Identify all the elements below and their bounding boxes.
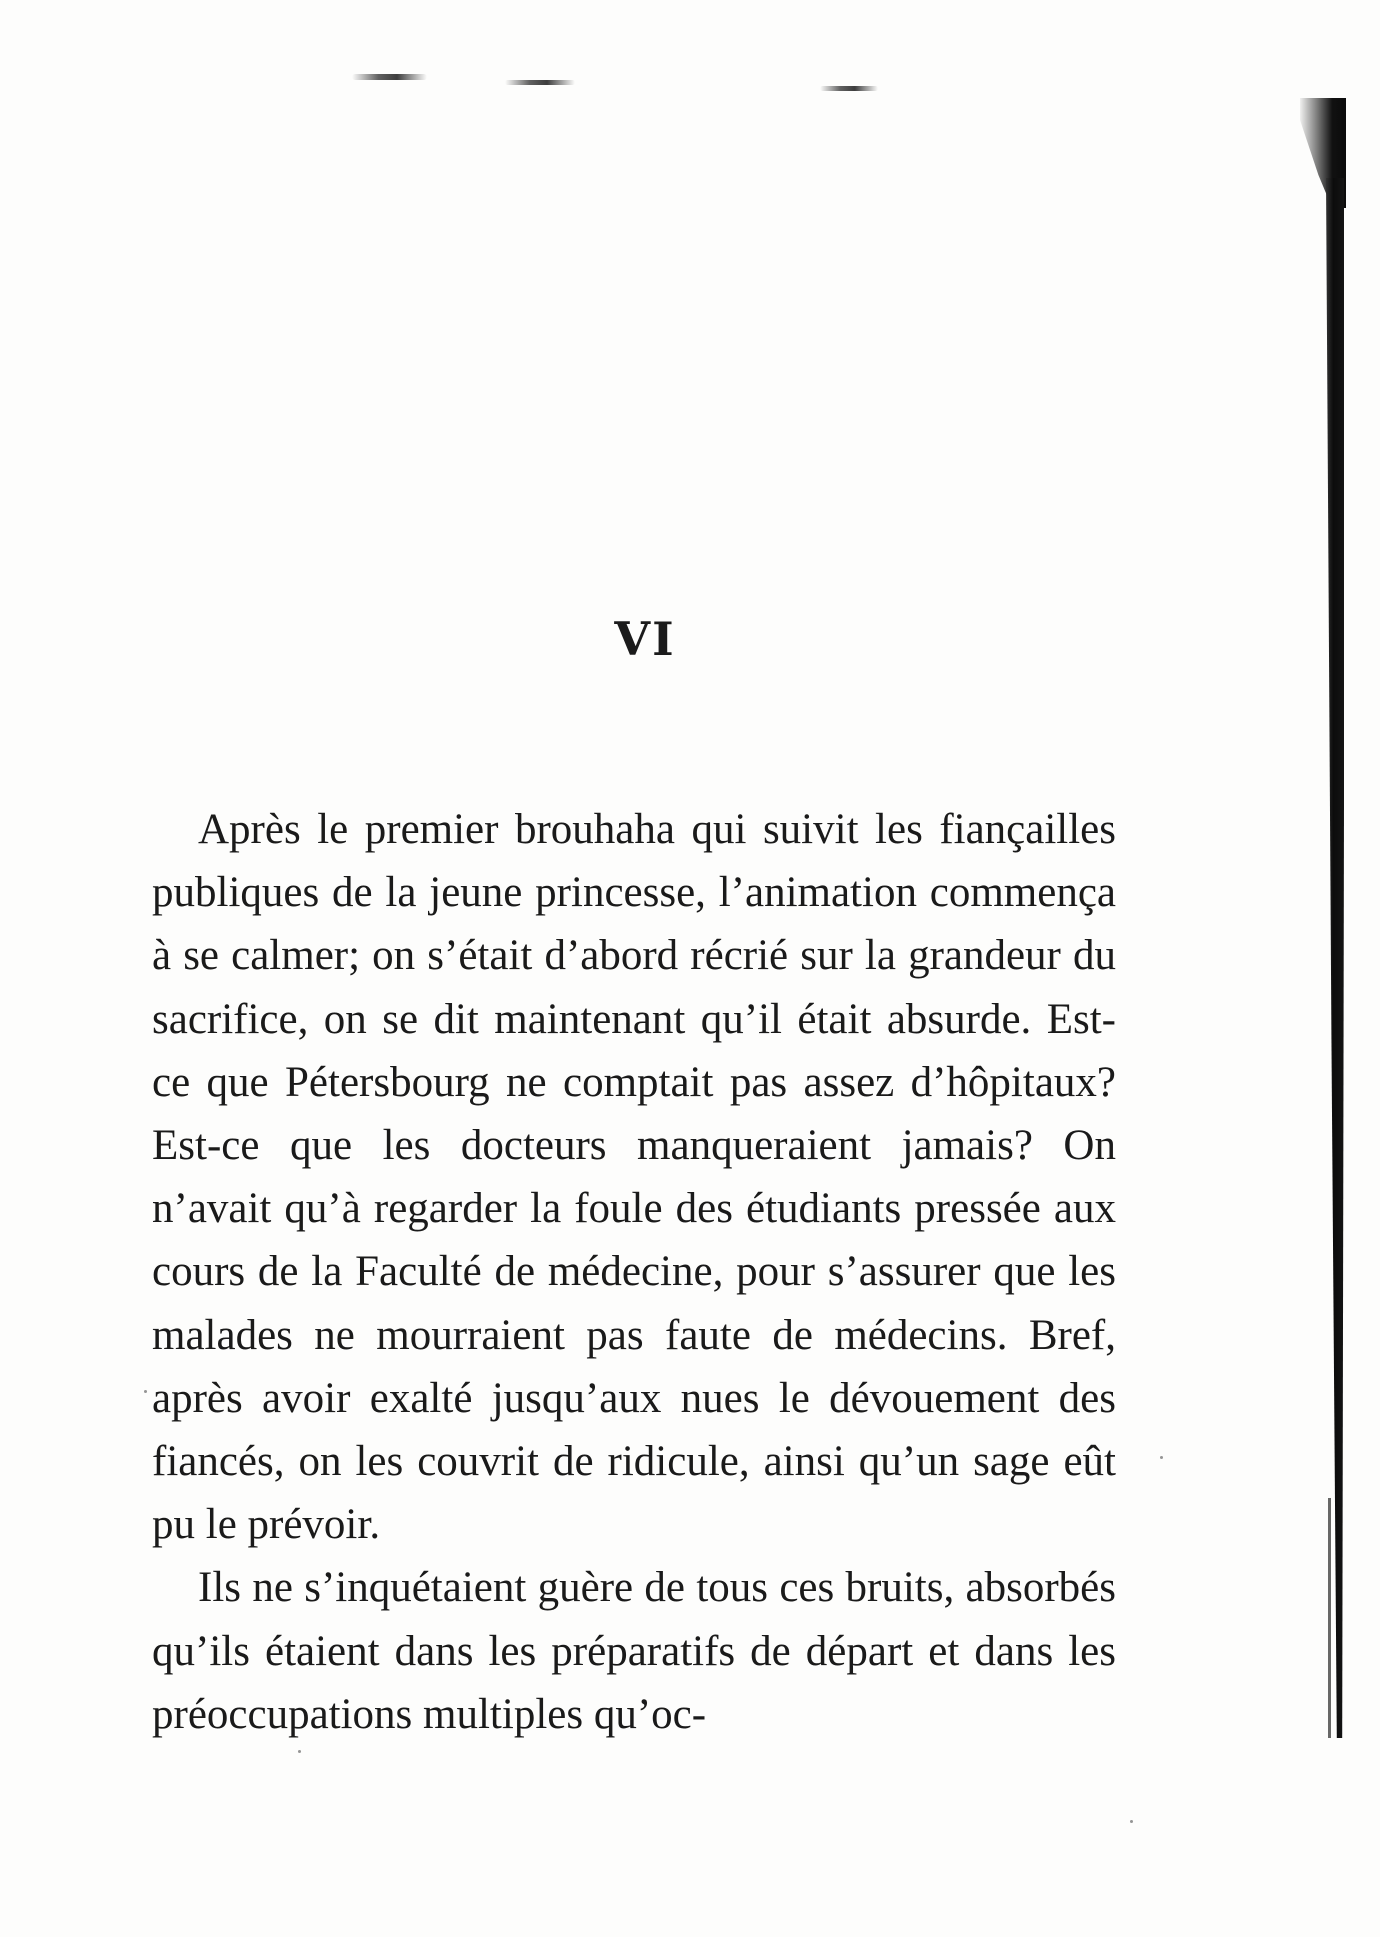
paragraph: Ils ne s’inquétaient guère de tous ces bruits, absorbés qu’ils étaient dans les préparatifs de départ et dans les préoccupations multiples qu’oc-: [152, 1564, 1116, 1738]
scan-mark: [505, 80, 575, 85]
binding-edge-shadow: [1264, 98, 1346, 1738]
speck: [144, 1390, 147, 1393]
speck: [298, 1750, 301, 1753]
scan-mark: [352, 74, 427, 80]
speck: [1130, 1820, 1133, 1823]
scan-mark: [820, 86, 878, 91]
body-text: [152, 798, 1116, 1746]
paragraph: Après le premier brouhaha qui suivit les fiançailles publiques de la jeune princesse, l’animation commença à se calmer; on s’était d’abord récrié sur la grandeur du sacrifice, on se dit maintenant qu’il était absurde. Est-ce que Pétersbourg ne comptait pas assez d’hôpitaux? Est-ce que les docteurs manqueraient jamais? On n’avait qu’à regarder la foule des étudiants pressée aux cours de la Faculté de médecine, pour s’assurer que les malades ne mourraient pas faute de médecins. Bref, après avoir exalté jusqu’aux nues le dévouement des fiancés, on les couvrit de ridicule, ainsi qu’un sage eût pu le prévoir.: [152, 806, 1116, 1549]
speck: [1160, 1456, 1163, 1459]
chapter-heading: VI: [614, 612, 676, 666]
